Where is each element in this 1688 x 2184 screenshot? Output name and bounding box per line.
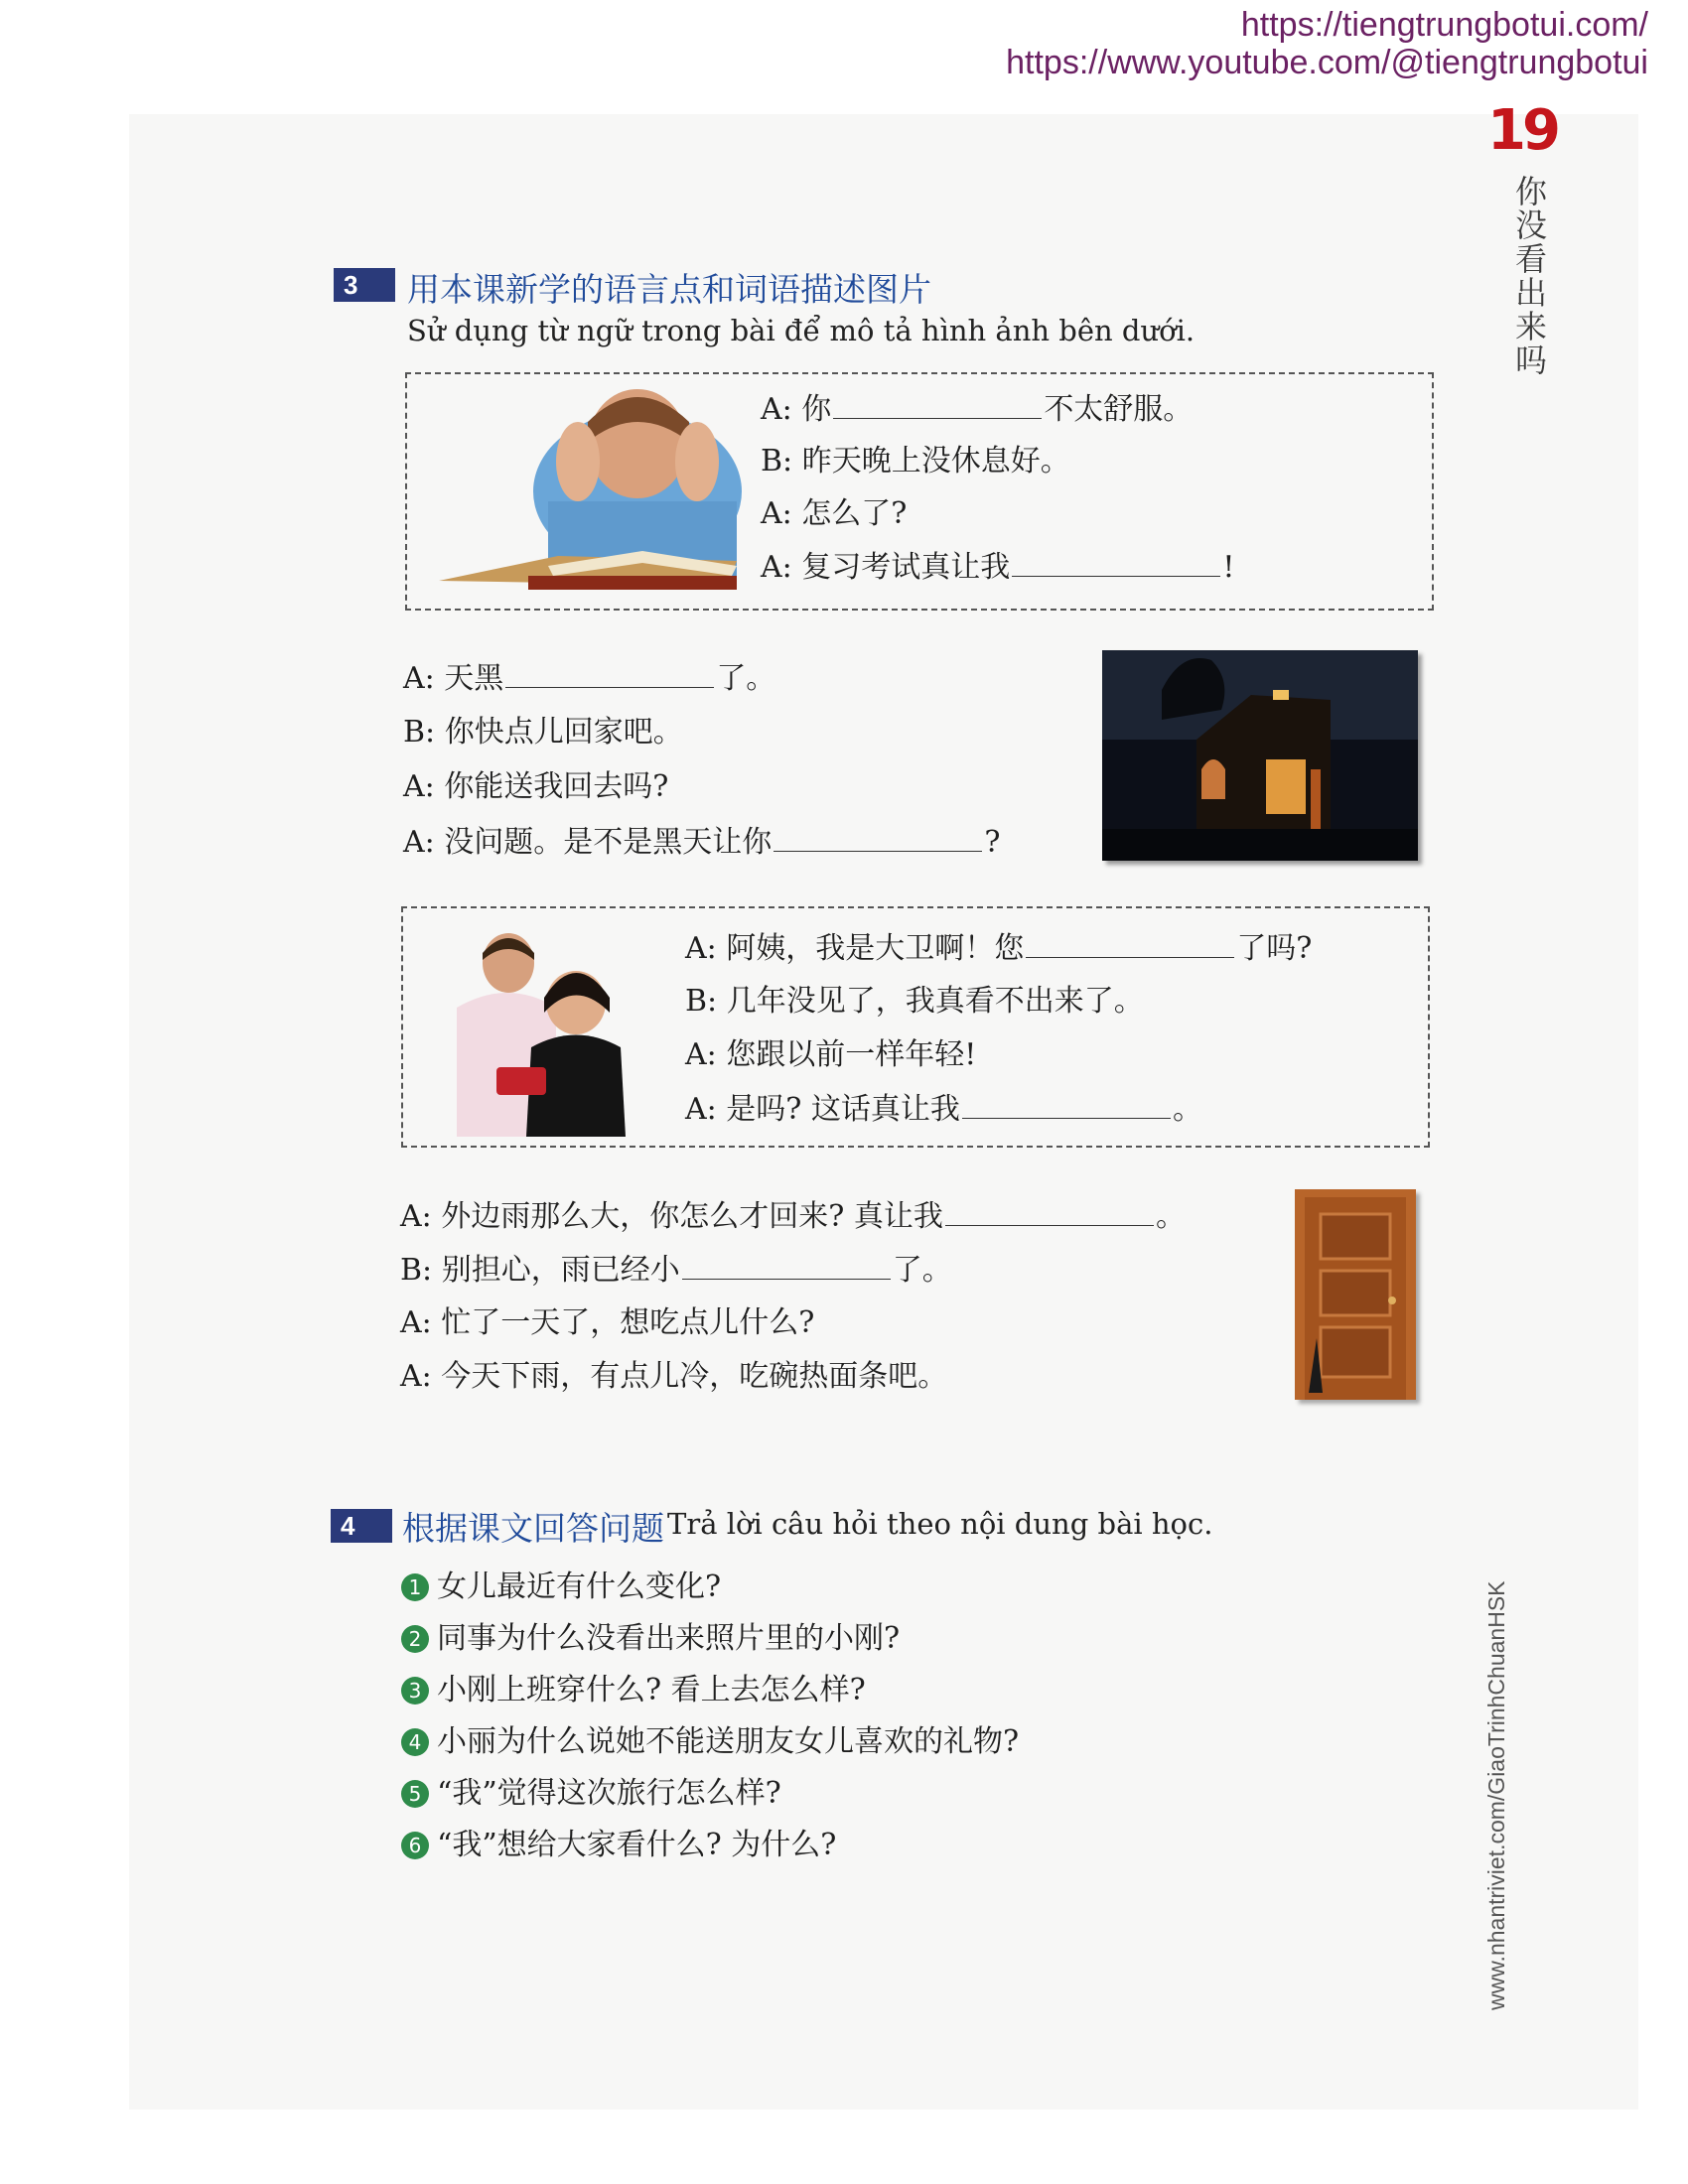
dialogue-4-line-2: B: 别担心，雨已经小 了。 [400, 1253, 952, 1288]
question-item: 1 女儿最近有什么变化? [401, 1570, 721, 1605]
question-number: 1 [401, 1573, 429, 1601]
dialogue-1-line-4: A: 复习考试真让我 ! [761, 550, 1235, 585]
dialogue-1-line-1: A: 你 不太舒服。 [761, 392, 1194, 427]
answer-blank[interactable] [1012, 548, 1220, 577]
answer-blank[interactable] [1026, 929, 1234, 958]
answer-blank[interactable] [774, 823, 982, 852]
question-number: 5 [401, 1780, 429, 1808]
section-3-subtitle: Sử dụng từ ngữ trong bài để mô tả hình ảnh bên dưới. [407, 314, 1196, 347]
dialogue-4-line-1: A: 外边雨那么大，你怎么才回来? 真让我 。 [400, 1199, 1186, 1234]
answer-blank[interactable] [945, 1197, 1154, 1226]
question-number: 2 [401, 1625, 429, 1653]
dialogue-2-line-2: B: 你快点儿回家吧。 [403, 715, 683, 750]
dialogue-1-line-2: B: 昨天晚上没休息好。 [761, 444, 1070, 478]
dialogue-2-line-3: A: 你能送我回去吗? [403, 769, 669, 804]
question-number: 6 [401, 1832, 429, 1859]
dialogue-3-line-2: B: 几年没见了，我真看不出来了。 [685, 984, 1144, 1019]
answer-blank[interactable] [962, 1090, 1171, 1119]
dialogue-4-line-4: A: 今天下雨，有点儿冷，吃碗热面条吧。 [400, 1359, 948, 1394]
question-number: 4 [401, 1728, 429, 1756]
lesson-title-vertical: 你没看出来吗 [1510, 175, 1548, 377]
section-4-subtitle: Trả lời câu hỏi theo nội dung bài học. [667, 1507, 1213, 1541]
night-house-photo [1102, 650, 1418, 861]
dialogue-2-line-4: A: 没问题。是不是黑天让你 ? [403, 825, 1001, 860]
dialogue-3-line-4: A: 是吗? 这话真让我 。 [685, 1092, 1202, 1127]
section-4-badge: 4 [331, 1509, 392, 1543]
question-item: 2 同事为什么没看出来照片里的小刚? [401, 1621, 900, 1657]
section-4-title: 根据课文回答问题 [402, 1509, 664, 1548]
section-3-title: 用本课新学的语言点和词语描述图片 [407, 270, 931, 309]
answer-blank[interactable] [682, 1251, 891, 1280]
dialogue-3-line-1: A: 阿姨，我是大卫啊！您 了吗? [685, 931, 1313, 966]
header-url-1[interactable]: https://tiengtrungbotui.com/ [1240, 6, 1648, 44]
dialogue-1-line-3: A: 怎么了? [761, 496, 908, 531]
question-item: 6 “我”想给大家看什么? 为什么? [401, 1828, 836, 1863]
dialogue-2-line-1: A: 天黑 了。 [403, 661, 776, 696]
header-url-2[interactable]: https://www.youtube.com/@tiengtrungbotui [1006, 44, 1648, 81]
reunion-couple-photo [417, 918, 660, 1137]
question-number: 3 [401, 1677, 429, 1705]
answer-blank[interactable] [505, 659, 714, 688]
question-item: 5 “我”觉得这次旅行怎么样? [401, 1776, 781, 1812]
question-item: 4 小丽为什么说她不能送朋友女儿喜欢的礼物? [401, 1724, 1019, 1760]
answer-blank[interactable] [833, 390, 1042, 419]
lesson-number: 19 [1487, 98, 1557, 163]
dialogue-4-line-3: A: 忙了一天了，想吃点儿什么? [400, 1305, 815, 1340]
dialogue-3-line-3: A: 您跟以前一样年轻! [685, 1037, 977, 1072]
question-item: 3 小刚上班穿什么? 看上去怎么样? [401, 1673, 866, 1708]
website-watermark: www.nhantriviet.com/GiaoTrinhChuanHSK [1483, 1580, 1509, 2010]
stressed-student-photo [429, 382, 747, 601]
section-3-badge: 3 [334, 268, 395, 302]
wooden-door-photo [1295, 1189, 1416, 1400]
